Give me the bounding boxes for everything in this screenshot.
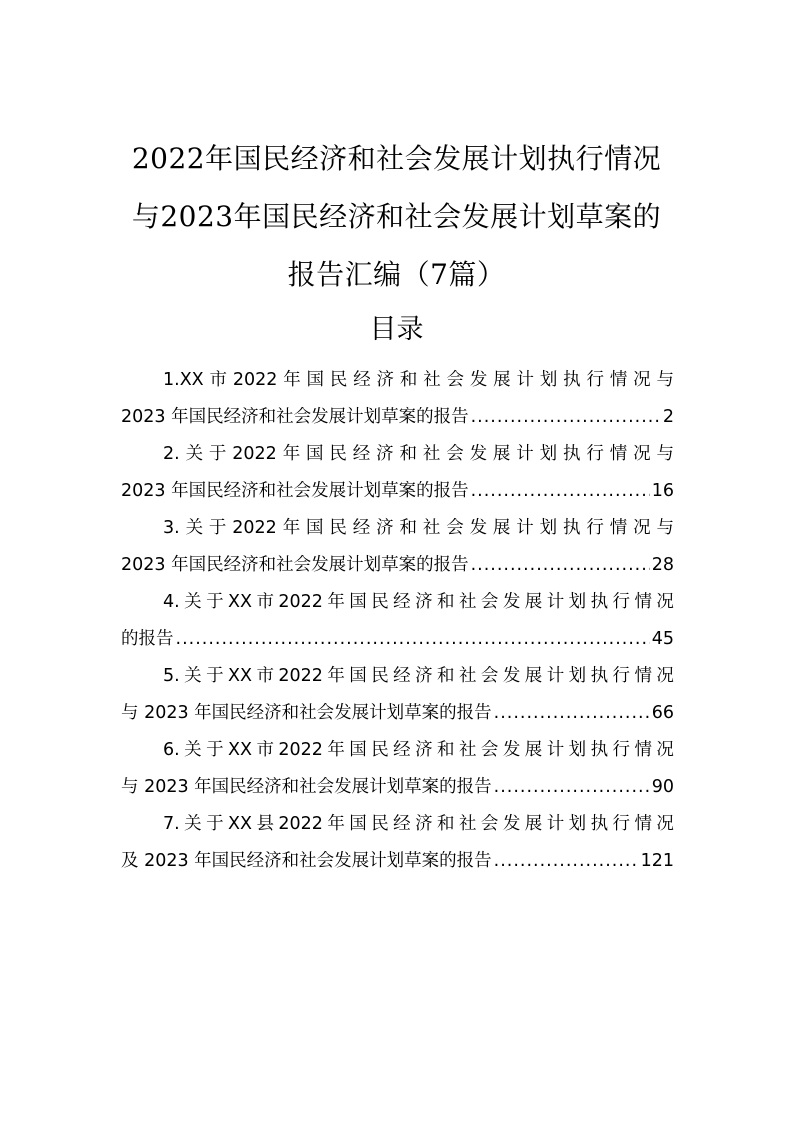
title-line-3: 报告汇编（7篇） [287,258,506,291]
toc-page-number: 28 [651,555,674,575]
dot-leader [176,621,650,658]
toc-entry-title-cont: 与 2023 年国民经济和社会发展计划草案的报告 [121,777,492,797]
title-line-1: 2022年国民经济和社会发展计划执行情况 [131,142,662,175]
toc-entry-title: 6. 关 于 XX 市 2022 年 国 民 经 济 和 社 会 发 展 计 划 执 行 情 况 [163,740,674,760]
toc-heading: 目录 [369,314,424,345]
document-title [100,130,693,304]
table-of-contents [121,362,674,880]
toc-entry-1[interactable] [121,362,674,436]
toc-page-number: 66 [651,703,674,723]
toc-entry-title-cont: 2023 年国民经济和社会发展计划草案的报告 [121,407,469,427]
toc-entry-title: 4. 关 于 XX 市 2022 年 国 民 经 济 和 社 会 发 展 计 划 执 行 情 况 [163,592,674,612]
dot-leader [471,473,650,510]
toc-entry-2[interactable] [121,436,674,510]
dot-leader [494,769,650,806]
toc-entry-6[interactable] [121,732,674,806]
toc-entry-title-cont: 的报告 [121,629,174,649]
dot-leader [494,843,639,880]
title-line-2: 与2023年国民经济和社会发展计划草案的 [131,200,662,233]
toc-page-number: 121 [640,851,674,871]
toc-entry-title: 5. 关 于 XX 市 2022 年 国 民 经 济 和 社 会 发 展 计 划 执 行 情 况 [163,666,674,686]
toc-entry-title: 3. 关 于 2022 年 国 民 经 济 和 社 会 发 展 计 划 执 行 情 况 与 [163,518,674,538]
toc-entry-5[interactable] [121,658,674,732]
toc-entry-title: 7. 关 于 XX 县 2022 年 国 民 经 济 和 社 会 发 展 计 划 执 行 情 况 [163,814,674,834]
dot-leader [471,547,650,584]
toc-page-number: 16 [651,481,674,501]
toc-page-number: 45 [651,629,674,649]
toc-entry-title: 1.XX 市 2022 年 国 民 经 济 和 社 会 发 展 计 划 执 行 情 况 与 [163,370,674,390]
toc-entry-title-cont: 2023 年国民经济和社会发展计划草案的报告 [121,555,469,575]
toc-entry-4[interactable] [121,584,674,658]
toc-page-number: 2 [662,407,674,427]
toc-entry-title-cont: 及 2023 年国民经济和社会发展计划草案的报告 [121,851,492,871]
toc-entry-3[interactable] [121,510,674,584]
toc-entry-7[interactable] [121,806,674,880]
toc-page-number: 90 [651,777,674,797]
toc-entry-title-cont: 与 2023 年国民经济和社会发展计划草案的报告 [121,703,492,723]
toc-entry-title: 2. 关 于 2022 年 国 民 经 济 和 社 会 发 展 计 划 执 行 情 况 与 [163,444,674,464]
dot-leader [494,695,650,732]
dot-leader [471,399,661,436]
toc-entry-title-cont: 2023 年国民经济和社会发展计划草案的报告 [121,481,469,501]
